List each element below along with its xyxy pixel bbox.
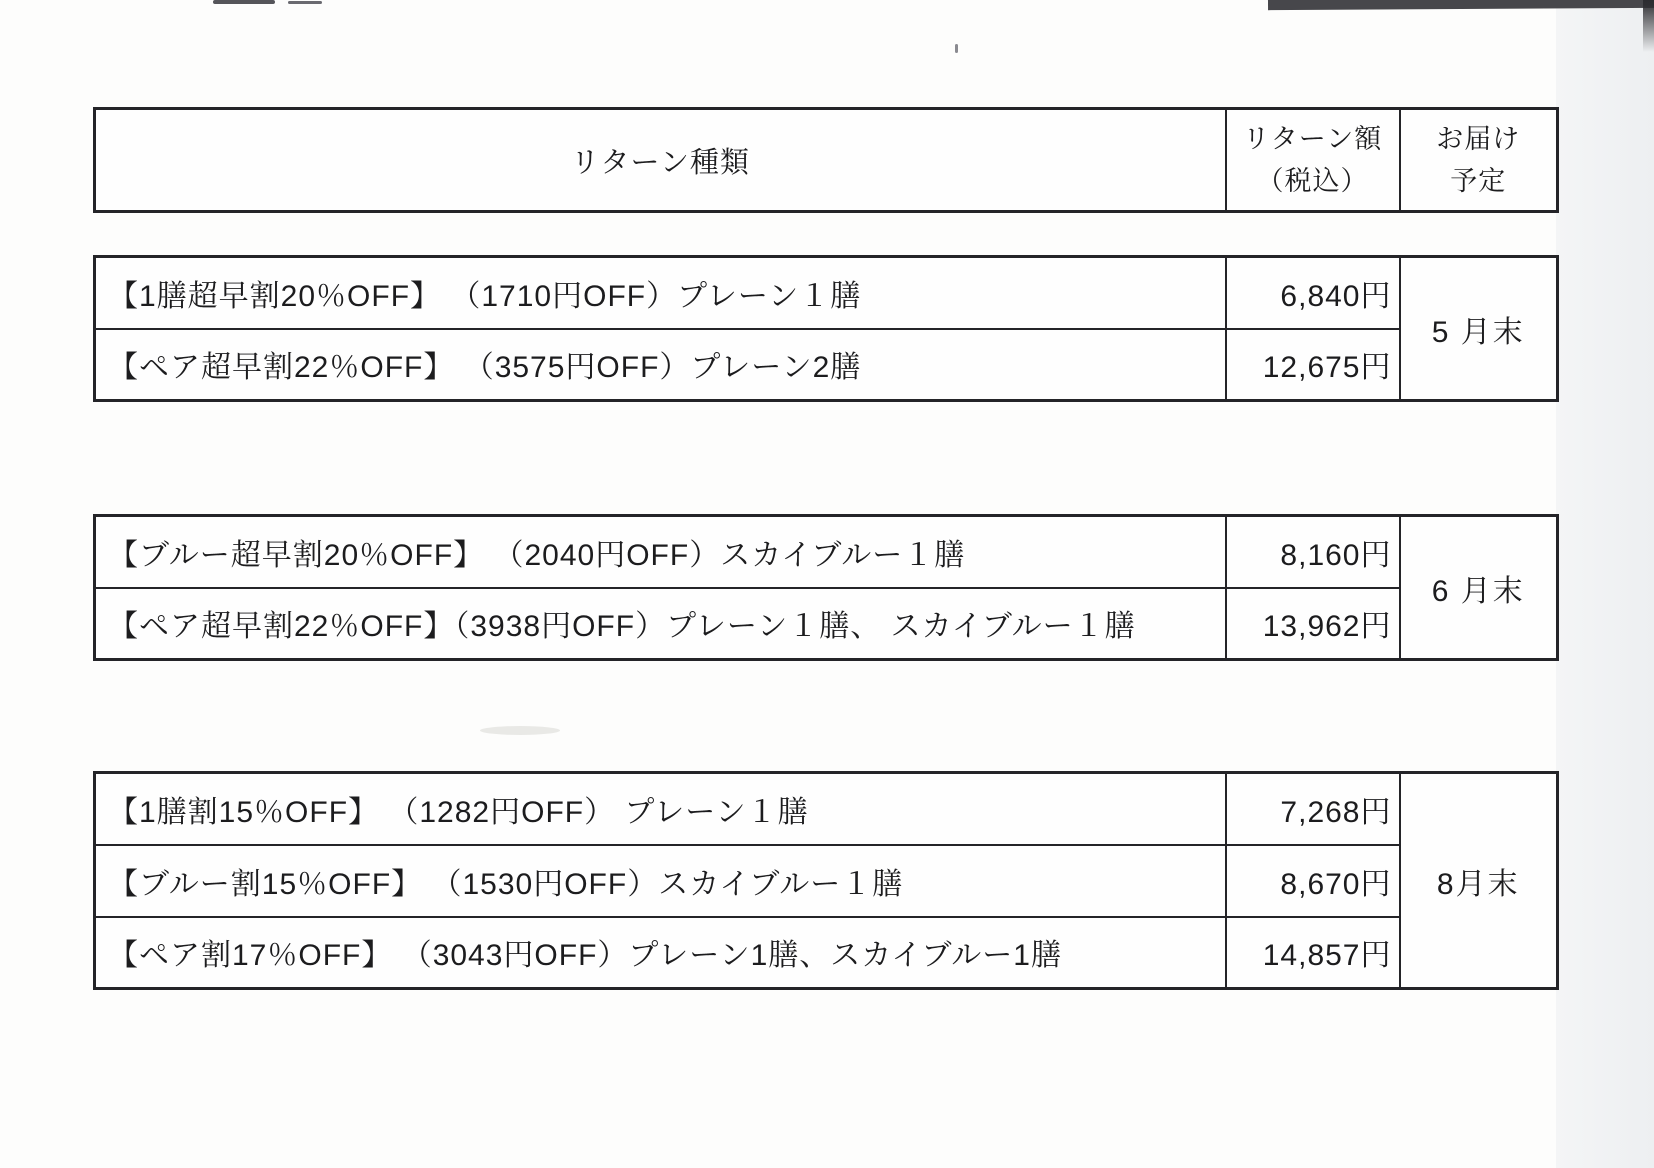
- delivery-cell: 5 月末: [1400, 257, 1558, 401]
- scan-artifact: [213, 0, 275, 4]
- column-header-return-amount: [1226, 109, 1400, 212]
- return-amount-label-line1: リターン額: [1242, 124, 1383, 154]
- returns-table-block-june: [93, 514, 1559, 661]
- table-row: [95, 329, 1558, 401]
- return-type-cell: 【ブルー超早割20％OFF】 （2040円OFF）スカイブルー１膳: [95, 516, 1226, 588]
- scan-artifact: [955, 44, 958, 53]
- return-amount-cell: 8,160円: [1226, 516, 1400, 588]
- returns-table-block-may: [93, 255, 1559, 402]
- table-row: [95, 773, 1558, 845]
- return-amount-cell: 6,840円: [1226, 257, 1400, 329]
- table-row: [95, 845, 1558, 917]
- scan-artifact: [480, 726, 560, 735]
- table-row: [95, 516, 1558, 588]
- returns-table-block-august: [93, 771, 1559, 990]
- return-type-cell: 【ペア超早割22％OFF】（3938円OFF）プレーン１膳、 スカイブルー１膳: [95, 588, 1226, 660]
- delivery-cell: 6 月末: [1400, 516, 1558, 660]
- scan-artifact: [1643, 0, 1654, 52]
- return-amount-cell: 12,675円: [1226, 329, 1400, 401]
- table-row: [95, 917, 1558, 989]
- delivery-label-line2: 予定: [1450, 166, 1507, 196]
- return-amount-cell: 8,670円: [1226, 845, 1400, 917]
- table-row: [95, 588, 1558, 660]
- column-header-return-type: リターン種類: [95, 109, 1226, 212]
- delivery-cell: 8月末: [1400, 773, 1558, 989]
- returns-header-table: [93, 107, 1559, 213]
- return-type-cell: 【ブルー割15％OFF】 （1530円OFF）スカイブルー１膳: [95, 845, 1226, 917]
- return-type-cell: 【1膳割15％OFF】 （1282円OFF） プレーン１膳: [95, 773, 1226, 845]
- return-type-cell: 【ペア超早割22％OFF】 （3575円OFF）プレーン2膳: [95, 329, 1226, 401]
- scan-artifact: [288, 1, 322, 4]
- return-amount-cell: 13,962円: [1226, 588, 1400, 660]
- return-amount-label-line2: （税込）: [1256, 166, 1369, 196]
- return-type-cell: 【1膳超早割20％OFF】 （1710円OFF）プレーン１膳: [95, 257, 1226, 329]
- return-amount-cell: 7,268円: [1226, 773, 1400, 845]
- column-header-delivery: [1400, 109, 1558, 212]
- delivery-label-line1: お届け: [1436, 124, 1521, 154]
- table-row: [95, 257, 1558, 329]
- return-type-cell: 【ペア割17％OFF】 （3043円OFF）プレーン1膳、スカイブルー1膳: [95, 917, 1226, 989]
- scan-edge-band: [1556, 0, 1654, 1168]
- return-amount-cell: 14,857円: [1226, 917, 1400, 989]
